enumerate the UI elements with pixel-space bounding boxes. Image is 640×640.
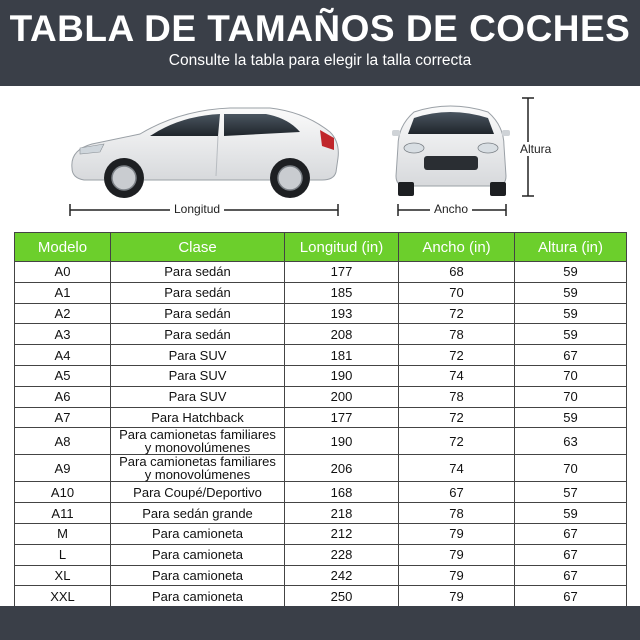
cell-height: 67 — [515, 345, 627, 366]
cell-class — [111, 428, 285, 455]
cell-class: Para SUV — [111, 365, 285, 386]
cell-class: Para camioneta — [111, 523, 285, 544]
cell-model: A4 — [15, 345, 111, 366]
cell-model: A11 — [15, 503, 111, 524]
cell-model: XXL — [15, 586, 111, 607]
table-row — [15, 407, 627, 428]
page-subtitle: Consulte la tabla para elegir la talla correcta — [168, 52, 472, 69]
cell-class: Para sedán — [111, 262, 285, 283]
cell-model: XL — [15, 565, 111, 586]
cell-height: 70 — [515, 386, 627, 407]
table-row — [15, 386, 627, 407]
cell-width: 78 — [399, 386, 515, 407]
cell-model: A0 — [15, 262, 111, 283]
cell-class: Para camioneta — [111, 586, 285, 607]
cell-width: 74 — [399, 455, 515, 482]
cell-class: Para sedán — [111, 303, 285, 324]
cell-class: Para sedán — [111, 324, 285, 345]
cell-class — [111, 455, 285, 482]
cell-width: 74 — [399, 365, 515, 386]
cell-model: M — [15, 523, 111, 544]
cell-height: 59 — [515, 262, 627, 283]
cell-width: 78 — [399, 503, 515, 524]
cell-class: Para sedán — [111, 282, 285, 303]
cell-width: 79 — [399, 565, 515, 586]
header-length: Longitud (in) — [285, 233, 399, 262]
cell-height: 59 — [515, 282, 627, 303]
header-height: Altura (in) — [515, 233, 627, 262]
table-row — [15, 586, 627, 607]
table-row — [15, 365, 627, 386]
cell-height: 63 — [515, 428, 627, 455]
cell-length: 190 — [285, 428, 399, 455]
cell-height: 67 — [515, 544, 627, 565]
cell-width: 79 — [399, 544, 515, 565]
cell-height: 59 — [515, 407, 627, 428]
cell-height: 59 — [515, 503, 627, 524]
cell-height: 57 — [515, 482, 627, 503]
cell-height: 70 — [515, 455, 627, 482]
length-label: Longitud — [170, 202, 224, 216]
cell-height: 67 — [515, 523, 627, 544]
cell-width: 79 — [399, 523, 515, 544]
cell-model: A1 — [15, 282, 111, 303]
car-illustration — [0, 86, 640, 230]
cell-model: A7 — [15, 407, 111, 428]
cell-class: Para camioneta — [111, 544, 285, 565]
cell-model: A9 — [15, 455, 111, 482]
cell-length: 200 — [285, 386, 399, 407]
cell-class-line1: Para camionetas familiares — [119, 454, 276, 470]
table-row — [15, 262, 627, 283]
cell-class: Para sedán grande — [111, 503, 285, 524]
cell-height: 59 — [515, 324, 627, 345]
table-row — [15, 282, 627, 303]
width-label: Ancho — [430, 202, 472, 216]
header-class: Clase — [111, 233, 285, 262]
header-width: Ancho (in) — [399, 233, 515, 262]
cell-length: 212 — [285, 523, 399, 544]
cell-length: 208 — [285, 324, 399, 345]
cell-model: A5 — [15, 365, 111, 386]
cell-width: 72 — [399, 428, 515, 455]
height-label: Altura — [516, 142, 555, 156]
cell-model: A6 — [15, 386, 111, 407]
cell-model: L — [15, 544, 111, 565]
footer-banner — [0, 606, 640, 640]
table-row — [15, 455, 627, 482]
cell-height: 70 — [515, 365, 627, 386]
size-table — [14, 232, 627, 607]
cell-class-line2: y monovolúmenes — [144, 440, 251, 456]
cell-width: 68 — [399, 262, 515, 283]
cell-class-line1: Para camionetas familiares — [119, 427, 276, 443]
cell-length: 242 — [285, 565, 399, 586]
cell-height: 59 — [515, 303, 627, 324]
cell-class-line2: y monovolúmenes — [144, 467, 251, 483]
cell-width: 70 — [399, 282, 515, 303]
cell-width: 72 — [399, 345, 515, 366]
table-row — [15, 303, 627, 324]
table-row — [15, 428, 627, 455]
table-row — [15, 503, 627, 524]
table-row — [15, 565, 627, 586]
table-row — [15, 345, 627, 366]
cell-width: 78 — [399, 324, 515, 345]
cell-model: A3 — [15, 324, 111, 345]
table-row — [15, 482, 627, 503]
cell-height: 67 — [515, 586, 627, 607]
cell-width: 72 — [399, 407, 515, 428]
table-header-row — [15, 233, 627, 262]
cell-length: 228 — [285, 544, 399, 565]
cell-model: A8 — [15, 428, 111, 455]
car-side-view — [0, 86, 640, 230]
header-model: Modelo — [15, 233, 111, 262]
page-title: TABLA DE TAMAÑOS DE COCHES — [9, 8, 631, 49]
header-banner — [0, 0, 640, 86]
cell-length: 181 — [285, 345, 399, 366]
table-row — [15, 544, 627, 565]
cell-class: Para camioneta — [111, 565, 285, 586]
table-row — [15, 324, 627, 345]
cell-length: 250 — [285, 586, 399, 607]
cell-length: 193 — [285, 303, 399, 324]
cell-class: Para Hatchback — [111, 407, 285, 428]
cell-width: 67 — [399, 482, 515, 503]
cell-length: 206 — [285, 455, 399, 482]
cell-length: 185 — [285, 282, 399, 303]
cell-class: Para SUV — [111, 386, 285, 407]
cell-length: 168 — [285, 482, 399, 503]
cell-length: 177 — [285, 262, 399, 283]
cell-width: 79 — [399, 586, 515, 607]
cell-model: A10 — [15, 482, 111, 503]
cell-model: A2 — [15, 303, 111, 324]
cell-class: Para Coupé/Deportivo — [111, 482, 285, 503]
cell-height: 67 — [515, 565, 627, 586]
table-row — [15, 523, 627, 544]
cell-length: 177 — [285, 407, 399, 428]
cell-width: 72 — [399, 303, 515, 324]
cell-class: Para SUV — [111, 345, 285, 366]
cell-length: 190 — [285, 365, 399, 386]
cell-length: 218 — [285, 503, 399, 524]
